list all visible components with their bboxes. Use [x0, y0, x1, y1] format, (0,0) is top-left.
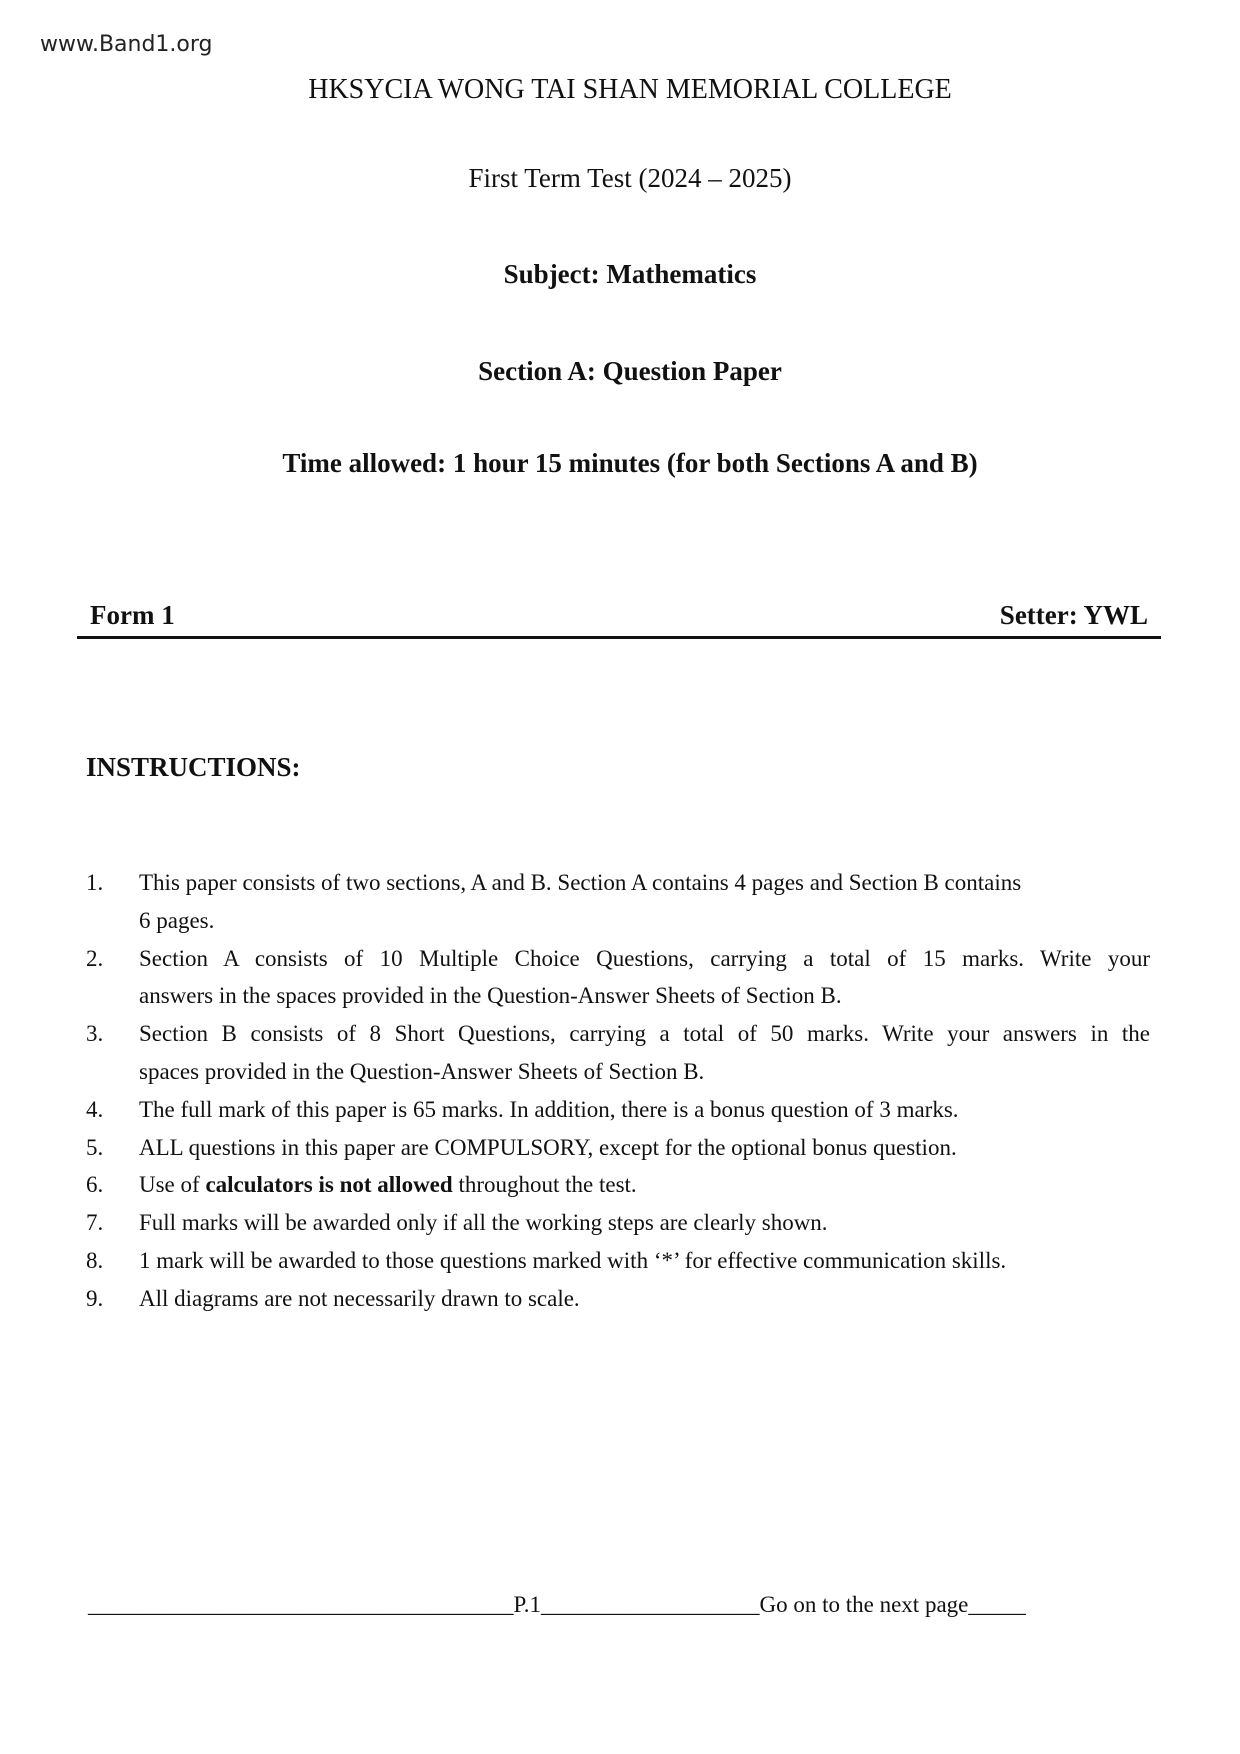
item-number: 6.: [86, 1172, 104, 1198]
form-level: Form 1: [90, 600, 175, 630]
section-title: Section A: Question Paper: [478, 356, 782, 386]
instruction-item: [86, 1280, 1150, 1318]
instruction-item: [86, 1129, 1150, 1167]
item-number: 9.: [86, 1285, 104, 1311]
page-footer: [88, 1592, 1026, 1618]
item-line: spaces provided in the Question-Answer Sheets of Section B.: [139, 1058, 705, 1084]
item-line: Section A consists of 10 Multiple Choice Questions, carrying a total of 15 marks. Write your: [139, 945, 1150, 971]
next-page-note: Go on to the next page: [759, 1592, 969, 1617]
instruction-item: [86, 1242, 1150, 1280]
item-line: Full marks will be awarded only if all the working steps are clearly shown.: [139, 1210, 828, 1236]
item-line: Section B consists of 8 Short Questions, carrying a total of 50 marks. Write your answers in the: [139, 1021, 1150, 1047]
footer-rule: _____________________________________: [88, 1592, 514, 1617]
item-line: All diagrams are not necessarily drawn to scale.: [139, 1285, 580, 1311]
setter: Setter: YWL: [999, 600, 1148, 630]
instruction-item: [86, 1166, 1150, 1204]
item-line: ALL questions in this paper are COMPULSORY, except for the optional bonus question.: [139, 1134, 957, 1160]
item-line: This paper consists of two sections, A and B. Section A contains 4 pages and Section B contains: [139, 870, 1022, 895]
footer-rule: ___________________: [541, 1592, 760, 1617]
instruction-item: [86, 940, 1150, 1016]
school-name: HKSYCIA WONG TAI SHAN MEMORIAL COLLEGE: [308, 74, 952, 105]
item-number: 8.: [86, 1247, 104, 1273]
instructions-list: [86, 864, 1150, 1318]
item-emphasis: calculators is not allowed: [205, 1172, 453, 1198]
watermark: www.Band1.org: [40, 32, 213, 57]
item-line: answers in the spaces provided in the Question-Answer Sheets of Section B.: [139, 983, 842, 1009]
item-number: 5.: [86, 1134, 104, 1160]
subject: Subject: Mathematics: [503, 259, 757, 289]
item-line: 6 pages.: [139, 907, 215, 933]
item-line: The full mark of this paper is 65 marks. In addition, there is a bonus question of 3 marks.: [139, 1096, 959, 1122]
time-allowed: Time allowed: 1 hour 15 minutes (for both Sections A and B): [282, 448, 978, 478]
header-rule: [77, 636, 1161, 639]
item-number: 1.: [86, 870, 104, 895]
item-text: Use of: [139, 1172, 206, 1198]
item-line: 1 mark will be awarded to those questions marked with ‘*’ for effective communication skills.: [139, 1247, 1007, 1273]
item-number: 3.: [86, 1021, 104, 1047]
item-number: 2.: [86, 945, 104, 971]
item-number: 4.: [86, 1096, 104, 1122]
test-title: First Term Test (2024 – 2025): [468, 163, 792, 193]
instruction-item: [86, 1204, 1150, 1242]
instructions-heading: INSTRUCTIONS:: [86, 752, 301, 782]
footer-rule: _____: [968, 1592, 1026, 1617]
instruction-item: [86, 1015, 1150, 1091]
item-number: 7.: [86, 1210, 104, 1236]
page-number: P.1: [513, 1592, 541, 1617]
instruction-item: [86, 864, 1150, 940]
instruction-item: [86, 1091, 1150, 1129]
item-text: throughout the test.: [452, 1172, 637, 1198]
